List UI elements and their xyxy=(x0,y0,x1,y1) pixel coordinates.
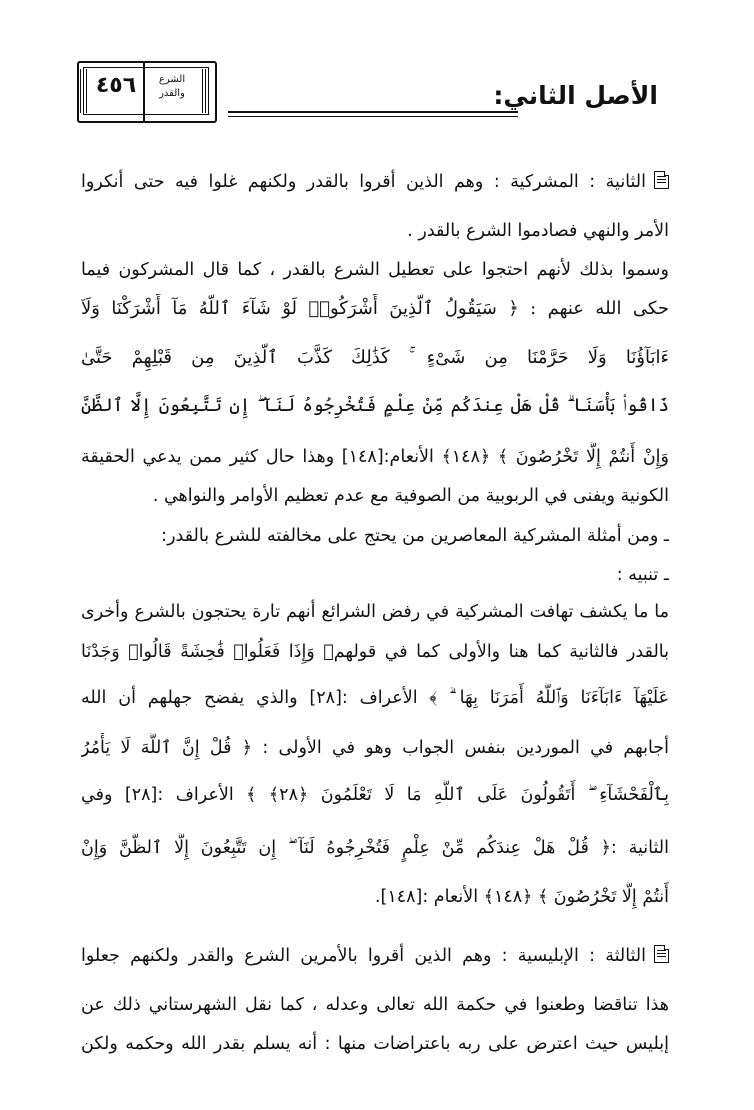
text-line: ما ما يكشف تهافت المشركية في رفض الشرائع أنهم تارة يحتجون بالشرع وأخرى xyxy=(81,602,669,622)
text-line xyxy=(81,167,669,197)
text-line xyxy=(81,941,669,971)
text-line: أَنتُمْ إِلَّا تَخْرُصُونَ ﴾ ﴿١٤٨﴾ الأنعام :[١٤٨]. xyxy=(374,887,669,907)
text-line: بِٱلْفَحْشَآءِ ۖ أَتَقُولُونَ عَلَى ٱللَّهِ مَا لَا تَعْلَمُونَ ﴿٢٨﴾ ﴾ الأعراف :[٢٨] وفي xyxy=(81,785,669,805)
header-rule xyxy=(228,111,518,113)
text-line: أجابهم في الموردين بنفس الجواب وهو في الأولى : ﴿ قُلْ إِنَّ ٱللَّهَ لَا يَأْمُرُ xyxy=(81,738,669,758)
book-section-label xyxy=(147,73,197,101)
text-line: ـ ومن أمثلة المشركية المعاصرين من يحتج على مخالفته للشرع بالقدر: xyxy=(161,526,669,546)
book-label-line2: والقدر xyxy=(159,88,185,99)
line-text: الثانية : المشركية : وهم الذين أقروا بالقدر ولكنهم غلوا فيه حتى أنكروا xyxy=(81,172,646,192)
text-line: ـ تنبيه : xyxy=(616,565,669,585)
page-number: ٤٥٦ xyxy=(95,73,137,98)
text-line: ذَاقُوا۟ بَأْسَنَا ۗ قُلْ هَلْ عِندَكُم مِّنْ عِلْمٍ فَتُخْرِجُوهُ لَنَآ ۖ إِن تَتَّبِعُونَ إِلَّا ٱلظَّنَّ xyxy=(81,395,669,416)
text-line: الكونية ويفنى في الربوبية من الصوفية مع عدم تعظيم الأوامر والنواهي . xyxy=(152,486,669,506)
book-spine xyxy=(143,61,145,123)
note-icon xyxy=(654,945,669,963)
text-line: هذا تناقضا وطعنوا في حكمة الله تعالى وعدله ، كما نقل الشهرستاني ذلك عن xyxy=(81,995,669,1015)
text-line: عَلَيْهَآ ءَابَآءَنَا وَٱللَّهُ أَمَرَنَا بِهَا ۗ ﴾ الأعراف :[٢٨] والذي يفضح جهلهم أن الله xyxy=(81,688,669,708)
text-line: حكى الله عنهم : ﴿ سَيَقُولُ ٱلَّذِينَ أَشْرَكُوا۟ لَوْ شَآءَ ٱللَّهُ مَآ أَشْرَكْنَا وَلَآ xyxy=(81,298,669,319)
line-text: الثالثة : الإبليسية : وهم الذين أقروا بالأمرين الشرع والقدر ولكنهم جعلوا xyxy=(81,946,646,966)
page-header xyxy=(0,55,754,125)
text-line: وَإِنْ أَنتُمْ إِلَّا تَخْرُصُونَ ﴾ ﴿١٤٨﴾ الأنعام:[١٤٨] وهذا حال كثير ممن يدعي الحقيقة xyxy=(81,447,669,467)
text-line: وسموا بذلك لأنهم احتجوا على تعطيل الشرع بالقدر ، كما قال المشركون فيما xyxy=(81,260,669,280)
text-line: إبليس حيث اعترض على ربه باعتراضات منها : أنه يسلم بقدر الله وحكمه ولكن xyxy=(81,1034,669,1054)
chapter-title: الأصل الثاني: xyxy=(493,81,658,110)
header-rule-thin xyxy=(228,116,518,117)
book-emblem xyxy=(77,61,217,123)
book-edge-right xyxy=(202,69,210,113)
text-line: ءَابَآؤُنَا وَلَا حَرَّمْنَا مِن شَىْءٍ ۚ كَذَٰلِكَ كَذَّبَ ٱلَّذِينَ مِن قَبْلِهِمْ حَتَّىٰ xyxy=(81,347,669,368)
book-edge-left xyxy=(80,69,88,113)
text-line: بالقدر فالثانية كما هنا والأولى كما في قولهم﴿ وَإِذَا فَعَلُوا۟ فَٰحِشَةً قَالُوا۟ وَجَدْنَا xyxy=(81,642,669,662)
note-icon xyxy=(654,171,669,189)
text-line: الأمر والنهي فصادموا الشرع بالقدر . xyxy=(407,221,669,241)
book-label-line1: الشرع xyxy=(158,74,186,85)
text-line: الثانية :﴿ قُلْ هَلْ عِندَكُم مِّنْ عِلْمٍ فَتُخْرِجُوهُ لَنَآ ۖ إِن تَتَّبِعُونَ إِلَّا ٱلظَّنَّ وَإِنْ xyxy=(81,838,669,858)
